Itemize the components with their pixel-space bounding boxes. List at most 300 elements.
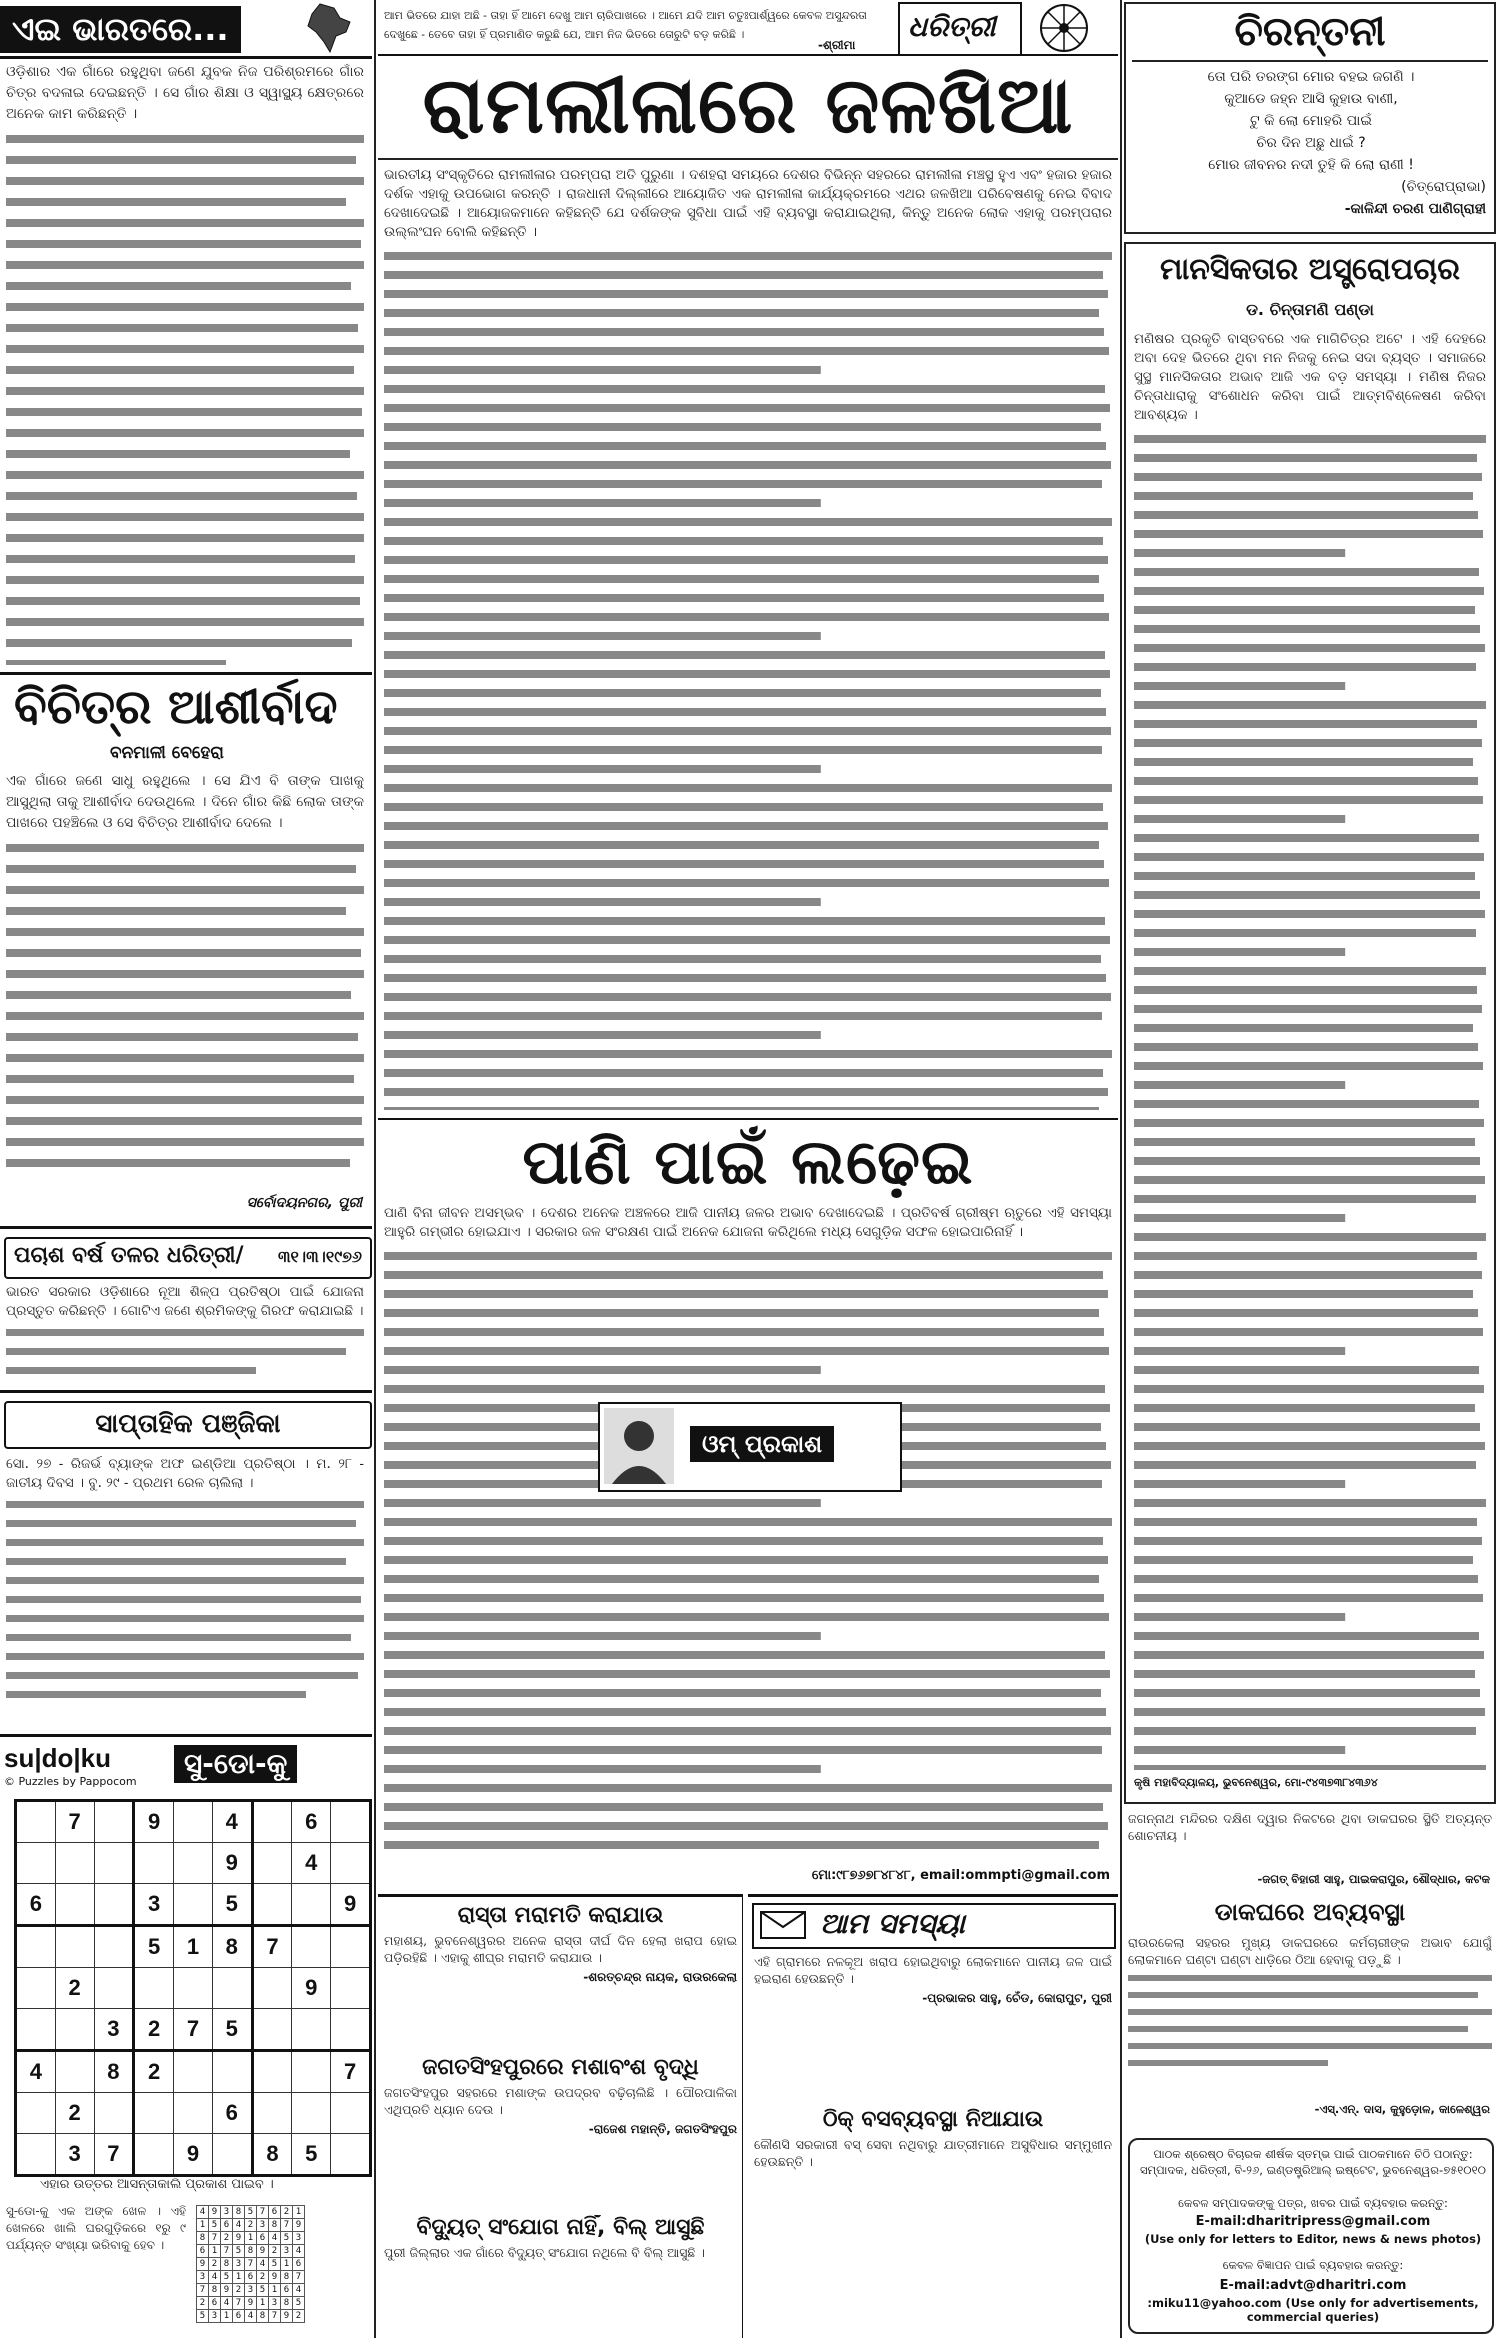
sudoku-cell[interactable] [94,1843,134,1884]
solution-cell: 1 [197,2219,209,2232]
solution-row [197,2284,305,2297]
text-line [384,727,1111,735]
text-line [1134,853,1484,861]
sudoku-cell[interactable] [134,1843,174,1884]
text-line [1134,1176,1485,1184]
sudoku-cell[interactable]: 9 [292,1968,331,2009]
solution-cell: 9 [233,2232,245,2245]
sudoku-cell[interactable]: 2 [134,2009,174,2051]
letter-2-signature: -ରାଜେଶ ମହାନ୍ତି, ଜଗତସିଂହପୁର [588,2122,737,2136]
text-line [1134,473,1482,481]
text-line [384,1727,1111,1735]
intro-section [0,0,372,1220]
dakghar-top-text: ଜଗନ୍ନାଥ ମନ୍ଦିରର ଦକ୍ଷିଣ ଦ୍ୱାର ନିକଟରେ ଥିବା ଡାକଘରର ସ୍ଥିତି ଅତ୍ୟନ୍ତ ଶୋଚନୀୟ । [1128,1811,1492,1843]
sudoku-cell[interactable] [55,1843,94,1884]
text-line [384,708,1106,716]
text-line [1134,568,1479,576]
poem-author: -କାଳିନ୍ଦୀ ଚରଣ ପାଣିଗ୍ରାହୀ [1344,201,1486,217]
text-line [384,651,1105,659]
text-line [1134,986,1477,994]
sudoku-cell[interactable]: 9 [212,1843,252,1884]
text-line [1134,1708,1485,1716]
text-line [384,461,1111,469]
solution-cell: 5 [293,2297,305,2310]
poem-line-5: ମୋର ଜୀବନର ନଦୀ ତୁହି କି ଲୋ ରାଣୀ ! [1208,157,1414,173]
text-line [384,955,1101,963]
text-line [384,1347,1109,1355]
intro-story [6,62,364,665]
sudoku-cell[interactable] [16,2009,56,2051]
text-line [1134,435,1486,443]
ama-samasya-header [752,1903,1116,1949]
text-line [1134,1518,1477,1526]
solution-cell: 4 [233,2219,245,2232]
sudoku-cell[interactable] [331,2009,371,2051]
sudoku-row [16,2051,371,2093]
text-line [384,1518,1112,1526]
text-line [1134,1157,1480,1165]
sudoku-cell[interactable] [292,1884,331,1926]
sudoku-row [16,2009,371,2051]
author-name: ଓମ୍ ପ୍ରକାଶ [690,1426,834,1462]
sudoku-cell[interactable]: 2 [55,2093,94,2134]
text-line [384,1784,1112,1792]
contact-email[interactable]: E-mail:dharitripress@gmail.com [1195,2214,1431,2229]
solution-cell: 2 [281,2206,293,2219]
text-line [1134,1765,1486,1770]
sudoku-row [16,2093,371,2134]
sudoku-cell[interactable] [252,1801,292,1843]
mental-health-box [1124,242,1496,1804]
sudoku-cell[interactable] [252,2009,292,2051]
text-line [384,974,1106,982]
solution-cell: 8 [281,2297,293,2310]
sudoku-cell[interactable] [252,1968,292,2009]
sudoku-cell[interactable]: 6 [292,1801,331,1843]
contact-intro: ପାଠକ ଶ୍ରେଷ୍ଠ ବିଚାରକ ଶୀର୍ଷକ ସ୍ତମ୍ଭ ପାଇଁ ପାଠକମାନେ ଚିଠି ପଠାନ୍ତୁ: ସମ୍ପାଦକ, ଧରିତ୍ରୀ, ବି-୨୬, ଇଣ୍ଡଷ୍ଟ୍ରିଆଲ୍ ଇଷ୍ଟେଟ, ଭୁବନେଶ୍ୱର-୭୫୧୦୧୦ [1140,2147,1486,2177]
solution-cell: 7 [197,2284,209,2297]
sudoku-cell[interactable] [292,1926,331,1968]
sudoku-cell[interactable] [134,2093,174,2134]
text-line [1134,1385,1484,1393]
sudoku-cell[interactable] [55,1926,94,1968]
column-divider-left [374,0,376,2338]
sudoku-cell[interactable] [331,1843,371,1884]
sudoku-cell[interactable] [16,1843,56,1884]
chirantani-box [1124,2,1496,234]
main-story-continued-lines [384,246,1112,1110]
solution-cell: 9 [197,2258,209,2271]
weekly-text: ସୋ. ୨୭ - ରିଜର୍ଭ ବ୍ୟାଙ୍କ ଅଫ ଇଣ୍ଡିଆ ପ୍ରତିଷ୍ଠା । ମ. ୨୮ - ଜାତୀୟ ଦିବସ । ବୁ. ୨୯ - ପ୍ରଥମ ରେଳ ଚାଲିଲା । [6,1456,364,1491]
text-line [1134,1214,1345,1222]
text-line [384,936,1110,944]
bichitra-author: ବନମାଳୀ ବେହେରା [110,743,224,763]
sudoku-cell[interactable] [252,2051,292,2093]
text-line [384,1309,1099,1317]
text-line [384,328,1104,336]
letter-3-text: ପୁରୀ ଜିଲ୍ଲାର ଏକ ଗାଁରେ ବିଦ୍ୟୁତ୍ ସଂଯୋଗ ନଥିଲେ ବି ବିଲ୍ ଆସୁଛି । [384,2245,705,2260]
contact-ad-email-2[interactable]: :miku11@yahoo.com (Use only for advertisements, commercial queries) [1147,2296,1479,2324]
text-line [384,1271,1103,1279]
sudoku-cell[interactable] [212,2134,252,2176]
chirantani-title: ଚିରନ୍ତନୀ [1234,8,1386,55]
author-box [598,1402,902,1492]
sudoku-cell[interactable]: 1 [174,1926,213,1968]
solution-row [197,2258,305,2271]
solution-cell: 9 [269,2271,281,2284]
text-line [1134,1290,1473,1298]
text-line [384,803,1103,811]
text-line [1134,758,1473,766]
sudoku-cell[interactable]: 6 [212,2093,252,2134]
sudoku-cell[interactable]: 8 [212,1926,252,1968]
sudoku-solution-grid [196,2205,305,2323]
text-line [384,632,821,640]
sudoku-cell[interactable] [16,1801,56,1843]
text-line [1134,587,1484,595]
main-headline-rule [378,158,1118,160]
solution-cell: 8 [257,2310,269,2323]
sudoku-cell[interactable]: 4 [292,1843,331,1884]
sudoku-cell[interactable]: 3 [55,2134,94,2176]
text-line [384,309,1099,317]
text-line [384,1290,1108,1298]
samasya-item-2-text: କୌଣସି ସରକାରୀ ବସ୍ ସେବା ନଥିବାରୁ ଯାତ୍ରୀମାନେ ଅସୁବିଧାର ସମ୍ମୁଖୀନ ହେଉଛନ୍ତି । [754,2137,1112,2169]
sudoku-cell[interactable] [174,1843,213,1884]
sudoku-cell[interactable] [134,1968,174,2009]
text-line [1134,1081,1345,1089]
sudoku-cell[interactable] [55,2009,94,2051]
sudoku-cell[interactable]: 8 [252,2134,292,2176]
sudoku-cell[interactable] [174,1884,213,1926]
text-line [1134,777,1478,785]
sudoku-cell[interactable]: 4 [212,1801,252,1843]
main-story-body [384,166,1112,1110]
solution-cell: 6 [257,2232,269,2245]
ama-samasya-title: ଆମ ସମସ୍ୟା [820,1907,965,1940]
text-line [1134,1347,1345,1355]
solution-cell: 7 [245,2258,257,2271]
sudoku-cell[interactable] [292,2009,331,2051]
sudoku-cell[interactable]: 7 [252,1926,292,1968]
sudoku-cell[interactable] [252,1884,292,1926]
text-line [384,1822,1108,1830]
text-line [1134,910,1485,918]
text-line [384,1575,1099,1583]
sudoku-cell[interactable] [16,2134,56,2176]
text-line [1134,606,1475,614]
weekly-body [6,1455,364,1725]
text-line [1134,1651,1484,1659]
mental-health-body [1134,330,1486,1770]
text-line [1134,948,1345,956]
sudoku-cell[interactable] [94,2093,134,2134]
contact-ad-email[interactable]: E-mail:advt@dharitri.com [1219,2278,1407,2293]
chirantani-rule [1132,60,1488,62]
contact-ad-label: କେବଳ ବିଜ୍ଞାପନ ପାଇଁ ବ୍ୟବହାର କରନ୍ତୁ: [1222,2258,1404,2272]
fifty-years-text: ଭାରତ ସରକାର ଓଡ଼ିଶାରେ ନୂଆ ଶିଳ୍ପ ପ୍ରତିଷ୍ଠା ପାଇଁ ଯୋଜନା ପ୍ରସ୍ତୁତ କରିଛନ୍ତି । ଗୋଟିଏ ଜଣେ ଶ୍ରମିକଙ୍କୁ ଗିରଫ କରାଯାଇଛି । [6,1284,364,1319]
intro-story-text: ଓଡ଼ିଶାର ଏକ ଗାଁରେ ରହୁଥିବା ଜଣେ ଯୁବକ ନିଜ ପରିଶ୍ରମରେ ଗାଁର ଚିତ୍ର ବଦଳାଇ ଦେଇଛନ୍ତି । ସେ ଗାଁର ଶିକ୍ଷା ଓ ସ୍ୱାସ୍ଥ୍ୟ କ୍ଷେତ୍ରରେ ଅନେକ କାମ କରିଛନ୍ତି । [6,64,364,122]
sudoku-cell[interactable] [252,2093,292,2134]
sudoku-cell[interactable]: 5 [134,1926,174,1968]
text-line [1134,549,1345,557]
sudoku-cell[interactable] [16,1968,56,2009]
solution-cell: 6 [197,2245,209,2258]
text-line [1134,1100,1479,1108]
ama-samasya-section [748,1894,1118,2338]
sudoku-cell[interactable]: 7 [174,2009,213,2051]
solution-cell: 1 [245,2232,257,2245]
sudoku-cell[interactable] [252,1843,292,1884]
sudoku-cell[interactable]: 2 [134,2051,174,2093]
solution-cell: 6 [293,2258,305,2271]
sudoku-cell[interactable] [212,2051,252,2093]
text-line [1134,511,1478,519]
solution-cell: 1 [221,2310,233,2323]
text-line [384,784,1112,792]
sudoku-cell[interactable]: 7 [331,2051,371,2093]
text-line [384,442,1106,450]
sudoku-cell[interactable] [212,1968,252,2009]
solution-cell: 4 [293,2284,305,2297]
section-tag-bar [0,0,372,59]
sudoku-cell[interactable]: 6 [16,1884,56,1926]
sudoku-cell[interactable]: 9 [331,1884,371,1926]
sudoku-cell[interactable]: 8 [94,2051,134,2093]
letter-2-headline: ଜଗତସିଂହପୁରରେ ମଶାବଂଶ ବୃଦ୍ଧି [422,2055,699,2080]
main-headline: ରାମଲୀଳାରେ ଜଳଖିଆ [422,61,1074,151]
solution-cell: 9 [209,2206,221,2219]
samasya-item-1-text: ଏହି ଗ୍ରାମରେ ନଳକୂଅ ଖରାପ ହୋଇଥିବାରୁ ଲୋକମାନେ ପାନୀୟ ଜଳ ପାଇଁ ହଇରାଣ ହେଉଛନ୍ତି । [754,1954,1112,1986]
text-line [384,594,1104,602]
paper-name: ଧରିତ୍ରୀ [908,10,996,43]
sudoku-cell[interactable]: 9 [134,1801,174,1843]
sudoku-cell[interactable] [174,1968,213,2009]
sudoku-row [16,1843,371,1884]
text-line [1134,929,1476,937]
solution-cell: 3 [269,2297,281,2310]
sudoku-logo: su|do|ku [4,1743,111,1773]
sudoku-cell[interactable]: 5 [292,2134,331,2176]
bichitra-continued-lines [6,838,364,1191]
sudoku-cell[interactable] [331,1801,371,1843]
solution-cell: 3 [209,2310,221,2323]
sudoku-cell[interactable] [94,1884,134,1926]
solution-cell: 3 [293,2232,305,2245]
text-line [384,1803,1103,1811]
sudoku-cell[interactable]: 2 [55,1968,94,2009]
text-line [1134,1575,1478,1583]
dakghar-top [1128,1810,1492,1870]
water-story-text: ପାଣି ବିନା ଜୀବନ ଅସମ୍ଭବ । ଦେଶର ଅନେକ ଅଞ୍ଚଳରେ ଆଜି ପାନୀୟ ଜଳର ଅଭାବ ଦେଖାଦେଇଛି । ପ୍ରତିବର୍ଷ ଗ୍ରୀଷ୍ମ ଋତୁରେ ଏହି ସମସ୍ୟା ଆହୁରି ଗମ୍ଭୀର ହୋଇଯାଏ । ସରକାର ଜଳ ସଂରକ୍ଷଣ ପାଇଁ ଅନେକ ଯୋଜନା କରିଥିଲେ ମଧ୍ୟ ସେଗୁଡ଼ିକ ସଫଳ ହୋଇପାରିନାହିଁ । [384,1205,1112,1240]
sudoku-cell[interactable]: 7 [55,1801,94,1843]
text-line [1134,1062,1483,1070]
sudoku-cell[interactable] [174,1801,213,1843]
fifty-years-date: ୩୧।୩।୧୯୭୬ [277,1247,362,1266]
dakghar-continued-lines [1128,1970,1492,2080]
text-line [384,1366,821,1374]
samasya-item-1 [754,1953,1112,2103]
text-line [1134,530,1483,538]
solution-cell: 4 [197,2206,209,2219]
sudoku-cell[interactable]: 4 [16,2051,56,2093]
chirantani-poem [1136,66,1486,220]
sudoku-cell[interactable]: 5 [212,2009,252,2051]
solution-cell: 9 [257,2245,269,2258]
sudoku-cell[interactable] [16,1926,56,1968]
text-line [384,1088,1108,1096]
poem-line-6: (ଚିତ୍ରୋପ୍ରାଭା) [1401,179,1486,195]
text-line [384,1031,821,1039]
sudoku-cell[interactable] [55,2051,94,2093]
letter-3-headline: ବିଦ୍ୟୁତ୍ ସଂଯୋଗ ନାହିଁ, ବିଲ୍ ଆସୁଛି [416,2215,705,2240]
solution-cell: 7 [281,2219,293,2232]
sudoku-cell[interactable]: 3 [94,2009,134,2051]
text-line [1134,891,1480,899]
sudoku-credit: © Puzzles by Pappocom [4,1775,137,1788]
samasya-item-2-headline: ଠିକ୍ ବସବ୍ୟବସ୍ଥା ନିଆଯାଉ [822,2107,1044,2132]
solution-cell: 4 [269,2232,281,2245]
solution-cell: 4 [209,2271,221,2284]
poem-line-4: ଚିର ଦିନ ଅଛୁ ଧାଇଁ ? [1256,135,1366,151]
text-line [384,1537,1103,1545]
solution-cell: 8 [197,2232,209,2245]
fifty-years-title: ପଚାଶ ବର୍ଷ ତଳର ଧରିତ୍ରୀ/ [14,1243,244,1268]
sudoku-solution-caption: ଏହାର ଉତ୍ତର ଆସନ୍ତାକାଲି ପ୍ରକାଶ ପାଇବ । [40,2177,274,2192]
solution-cell: 2 [197,2297,209,2310]
samasya-item-1-signature: -ପ୍ରଭାକର ସାହୁ, ଚେଁଡ, କୋରାପୁଟ, ପୁରୀ [922,1991,1112,2005]
sudoku-cell[interactable] [134,2134,174,2176]
sudoku-cell[interactable]: 7 [94,2134,134,2176]
sudoku-cell[interactable] [94,1926,134,1968]
sudoku-cell[interactable] [174,2051,213,2093]
solution-cell: 3 [257,2219,269,2232]
solution-row [197,2206,305,2219]
sudoku-cell[interactable] [331,1968,371,2009]
sudoku-how-to-text: ସୁ-ଡୋ-କୁ ଏକ ଅଙ୍କ ଖେଳ । ଏହି ଖେଳରେ ଖାଲି ଘରଗୁଡ଼ିକରେ ୧ରୁ ୯ ପର୍ଯ୍ୟନ୍ତ ସଂଖ୍ୟା ଭରିବାକୁ ହେବ । [6,2204,186,2252]
mental-health-footer: କୃଷି ମହାବିଦ୍ୟାଳୟ, ଭୁବନେଶ୍ୱର, ମୋ-୯୪୩୭୩୮୪୩୬୪ [1134,1776,1378,1789]
solution-cell: 5 [197,2310,209,2323]
text-line [1134,1366,1479,1374]
text-line [1134,1309,1478,1317]
text-line [1134,1537,1482,1545]
text-line [384,1107,1099,1110]
text-line [384,556,1108,564]
sudoku-cell[interactable] [331,1926,371,1968]
text-line [384,1050,1112,1058]
text-line [384,480,1102,488]
bichitra-section [0,672,372,1220]
sudoku-cell[interactable] [292,2051,331,2093]
solution-cell: 8 [209,2284,221,2297]
text-line [384,271,1103,279]
text-line [1134,1594,1483,1602]
text-line [384,1841,1099,1849]
sudoku-title: ସୁ-ଡୋ-କୁ [174,1745,297,1783]
weekly-continued-lines [6,1495,364,1725]
sudoku-grid[interactable] [14,1799,372,2177]
sudoku-row [16,1968,371,2009]
sudoku-cell[interactable] [16,2093,56,2134]
solution-cell: 6 [233,2310,245,2323]
text-line [1134,454,1477,462]
text-line [1134,1024,1473,1032]
text-line [1134,967,1486,975]
solution-cell: 8 [281,2271,293,2284]
sudoku-cell[interactable] [292,2093,331,2134]
solution-cell: 2 [209,2258,221,2271]
sudoku-cell[interactable] [331,2093,371,2134]
text-line [1134,1689,1480,1697]
sudoku-section [0,1734,372,2338]
masthead-quote-text: ଆମ ଭିତରେ ଯାହା ଅଛି - ତାହା ହିଁ ଆମେ ଦେଖୁ ଆମ ଚାରିପାଖରେ । ଆମେ ଯଦି ଆମ ଚତୁଃପାର୍ଶ୍ୱରେ କେବଳ ଅସୁନ୍ଦରତା ଦେଖୁଛେ - ତେବେ ତାହା ହିଁ ପ୍ରମାଣିତ କରୁଛି ଯେ, ଆମ ନିଜ ଭିତରେ ତୋରୁଟି ବଡ଼ କରିଛି । [384,9,867,41]
solution-cell: 3 [221,2206,233,2219]
sudoku-cell[interactable] [174,2093,213,2134]
sudoku-cell[interactable] [94,1968,134,2009]
text-line [384,575,1099,583]
dakghar-top-signature: -ଜଗତ୍ ବିହାରୀ ସାହୁ, ପାଇକରାପୁର, ଶୌଦ୍ଧାର, କଟକ [1257,1872,1490,1886]
text-line [1134,1499,1486,1507]
text-line [1134,1043,1478,1051]
solution-cell: 8 [221,2258,233,2271]
text-line [1134,834,1479,842]
text-line [384,1651,1105,1659]
solution-cell: 2 [221,2232,233,2245]
solution-cell: 9 [245,2297,257,2310]
letter-1-text: ମହାଶୟ, ଭୁବନେଶ୍ୱରର ଅନେକ ରାସ୍ତା ଦୀର୍ଘ ଦିନ ହେଲା ଖରାପ ହୋଇ ପଡ଼ିରହିଛି । ଏହାକୁ ଶୀଘ୍ର ମରାମତି କରାଯାଉ । [384,1933,737,1965]
text-line [384,898,821,906]
text-line [1134,1746,1345,1754]
text-line [384,1012,1102,1020]
text-line [1134,1556,1473,1564]
contact-email-note: (Use only for letters to Editor, news & news photos) [1144,2232,1482,2246]
letter-1 [384,1903,737,2053]
text-line [384,917,1105,925]
text-line [384,1746,1102,1754]
sudoku-cell[interactable] [331,2134,371,2176]
sudoku-cell[interactable] [94,1801,134,1843]
solution-cell: 6 [209,2297,221,2310]
text-line [384,1594,1104,1602]
text-line [384,879,1109,887]
text-line [1134,625,1480,633]
water-story-continued-lines [384,1246,1112,1884]
fifty-years-continued-lines [6,1323,364,1383]
weekly-header [4,1401,372,1449]
text-line [384,1252,1112,1260]
bichitra-byline: ସର୍ବୋଦୟନଗର, ପୁରୀ [246,1195,362,1211]
sudoku-cell[interactable] [55,1884,94,1926]
text-line [384,670,1110,678]
sudoku-cell[interactable]: 9 [174,2134,213,2176]
dakghar-body [1128,1934,1492,2094]
solution-cell: 5 [233,2245,245,2258]
mental-health-title: ମାନସିକତାର ଅସ୍ତ୍ରୋପଚାର [1160,252,1460,287]
text-line [384,841,1099,849]
text-line [1134,1271,1482,1279]
sudoku-cell[interactable]: 3 [134,1884,174,1926]
text-line [1134,1613,1345,1621]
masthead-quote [384,4,884,52]
sudoku-cell[interactable]: 5 [212,1884,252,1926]
text-line [1134,872,1475,880]
solution-cell: 1 [209,2245,221,2258]
weekly-title: ସାପ୍ତାହିକ ପଞ୍ଜିକା [95,1409,281,1439]
poem-line-1: ତୋ ପରି ତରଙ୍ଗ ମୋର ବହଇ ଜଗଣି । [1207,69,1415,85]
contact-email-label: କେବଳ ସମ୍ପାଦକଙ୍କୁ ପତ୍ର, ଖବର ପାଇଁ ବ୍ୟବହାର କରନ୍ତୁ: [1178,2196,1448,2210]
solution-row [197,2271,305,2284]
text-line [1134,644,1485,652]
